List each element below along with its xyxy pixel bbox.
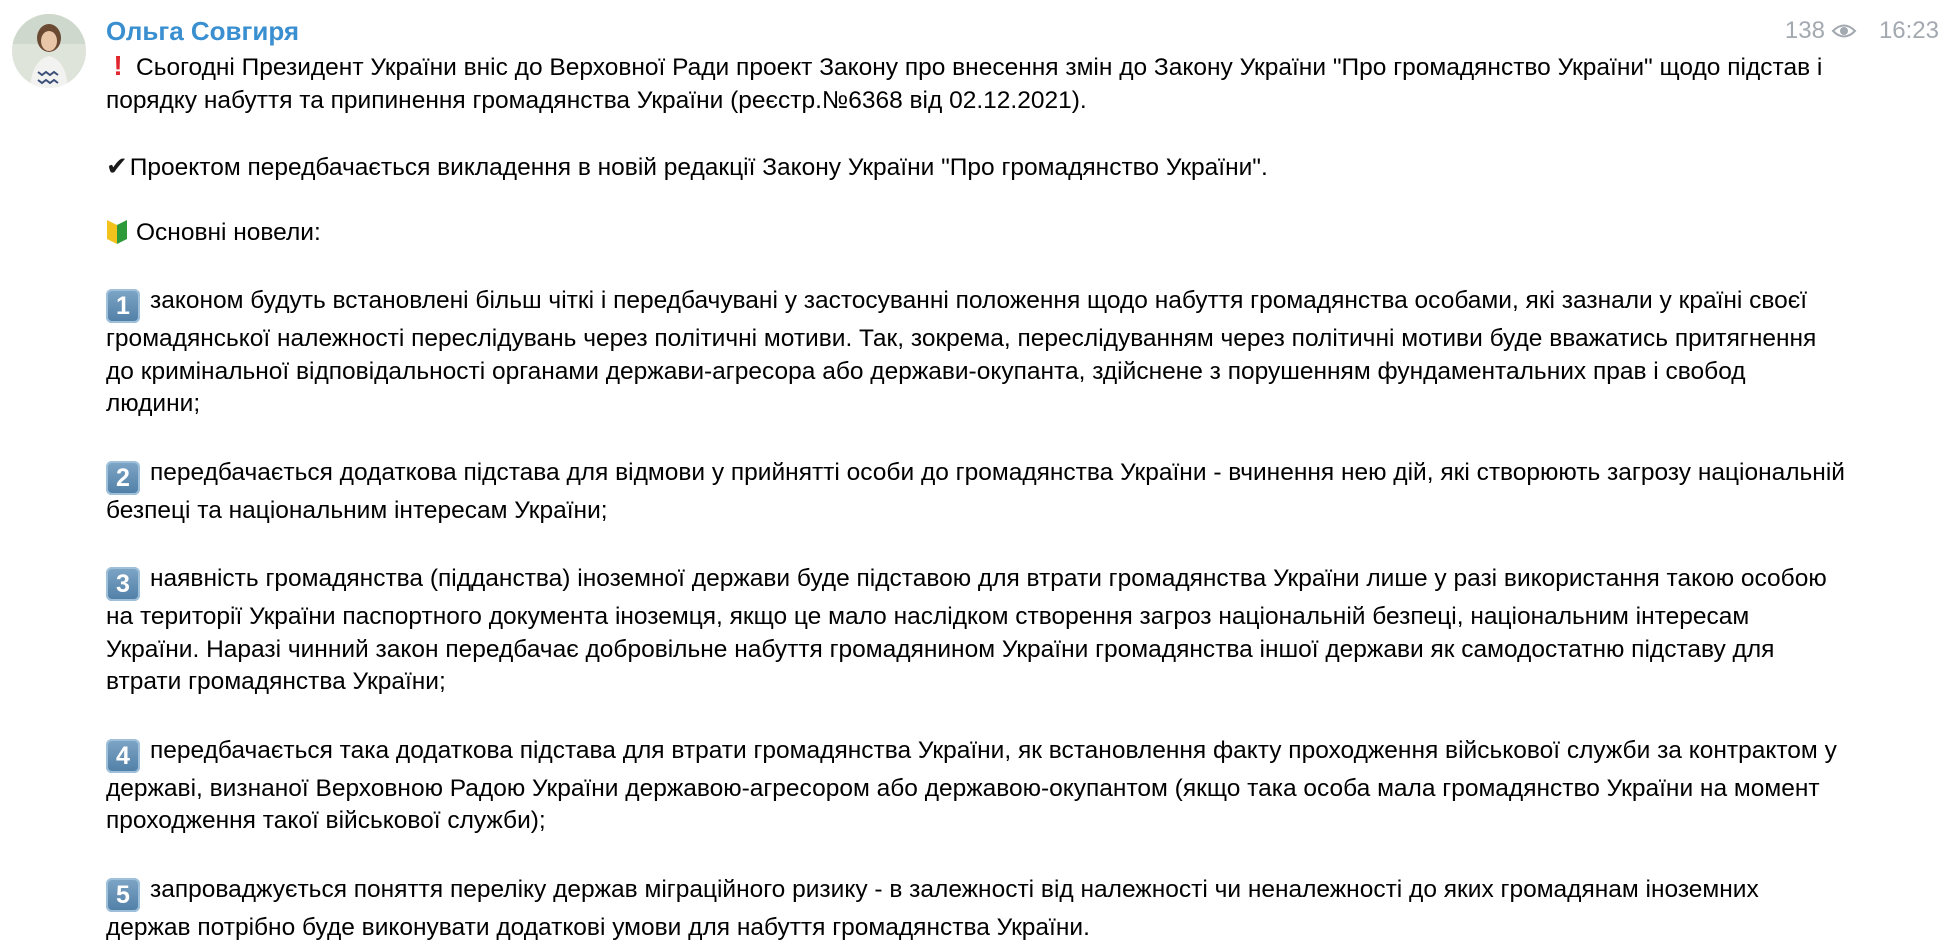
project-paragraph xyxy=(106,150,1846,185)
novels-heading xyxy=(106,217,1846,250)
point-4-text: передбачається така додаткова підстава для втрати громадянства України, як встановлення факту проходження військової служби за контрактом у державі, визнаної Верховною Радою України державою-агресором або державою-окупантом (якщо така особа мала громадянство України на момент проходження такої військової служби); xyxy=(106,737,1837,835)
eye-icon xyxy=(1831,21,1857,41)
view-count: 138 xyxy=(1785,17,1825,45)
point-3-text: наявність громадянства (підданства) іноземної держави буде підставою для втрати громадянства України лише у разі використання такою особою на території України паспортного документа іноземця, якщо це мало наслідком створення загроз національній безпеці, національним інтересам України. Наразі чинний закон передбачає добровільне набуття громадянином України громадянства іншої держави як самодостатню підставу для втрати громадянства України; xyxy=(106,565,1827,695)
keycap-3-icon: 3 xyxy=(106,567,140,601)
keycap-1-icon: 1 xyxy=(106,289,140,323)
beginner-badge-icon xyxy=(106,217,128,245)
paragraph-spacer xyxy=(106,527,1846,563)
point-5-text: запроваджується поняття переліку держав міграційного ризику - в залежності від належності чи неналежності до яких громадянам іноземних держав потрібно буде виконувати додаткові умови для набуття громадянства України. xyxy=(106,876,1759,941)
avatar-photo-icon xyxy=(12,14,86,88)
paragraph-spacer xyxy=(106,117,1846,150)
point-1-text: законом будуть встановлені більш чіткі і передбачувані у застосуванні положення щодо набуття громадянства особами, які зазнали у країні своєї громадянської належності переслідувань через політичні мотиви. Так, зокрема, переслідуванням через політичні мотиви буде вважатись притягнення до кримінальної відповідальності органами держави-агресора або держави-окупанта, здійснене з порушенням фундаментальних прав і свобод людини; xyxy=(106,287,1816,417)
point-3 xyxy=(106,563,1846,699)
keycap-5-icon: 5 xyxy=(106,878,140,912)
point-2-text: передбачається додаткова підстава для відмови у прийнятті особи до громадянства України - вчинення нею дій, які створюють загрозу національній безпеці та національним інтересам України; xyxy=(106,459,1845,524)
paragraph-spacer xyxy=(106,421,1846,457)
paragraph-spacer xyxy=(106,184,1846,217)
project-text: Проектом передбачається викладення в новій редакції Закону України "Про громадянство України". xyxy=(130,154,1268,181)
point-4 xyxy=(106,735,1846,838)
keycap-2-icon: 2 xyxy=(106,461,140,495)
intro-paragraph xyxy=(106,52,1846,117)
message-meta xyxy=(1785,14,1939,48)
keycap-4-icon: 4 xyxy=(106,739,140,773)
message-time: 16:23 xyxy=(1879,17,1939,45)
paragraph-spacer xyxy=(106,249,1846,285)
author-name[interactable]: Ольга Совгиря xyxy=(106,14,299,48)
paragraph-spacer xyxy=(106,699,1846,735)
point-5 xyxy=(106,874,1846,944)
author-avatar[interactable] xyxy=(12,14,86,88)
point-2 xyxy=(106,457,1846,528)
paragraph-spacer xyxy=(106,838,1846,874)
intro-text: Сьогодні Президент України вніс до Верховної Ради проект Закону про внесення змін до Закону України "Про громадянство України" щодо підстав і порядку набуття та припинення громадянства України (реєстр.№6368 від 02.12.2021). xyxy=(106,54,1822,114)
point-1 xyxy=(106,285,1846,421)
exclamation-icon: ! xyxy=(110,52,126,80)
checkmark-icon: ✔ xyxy=(106,150,128,183)
message-text xyxy=(106,52,1846,944)
novels-heading-text: Основні новели: xyxy=(136,219,321,246)
